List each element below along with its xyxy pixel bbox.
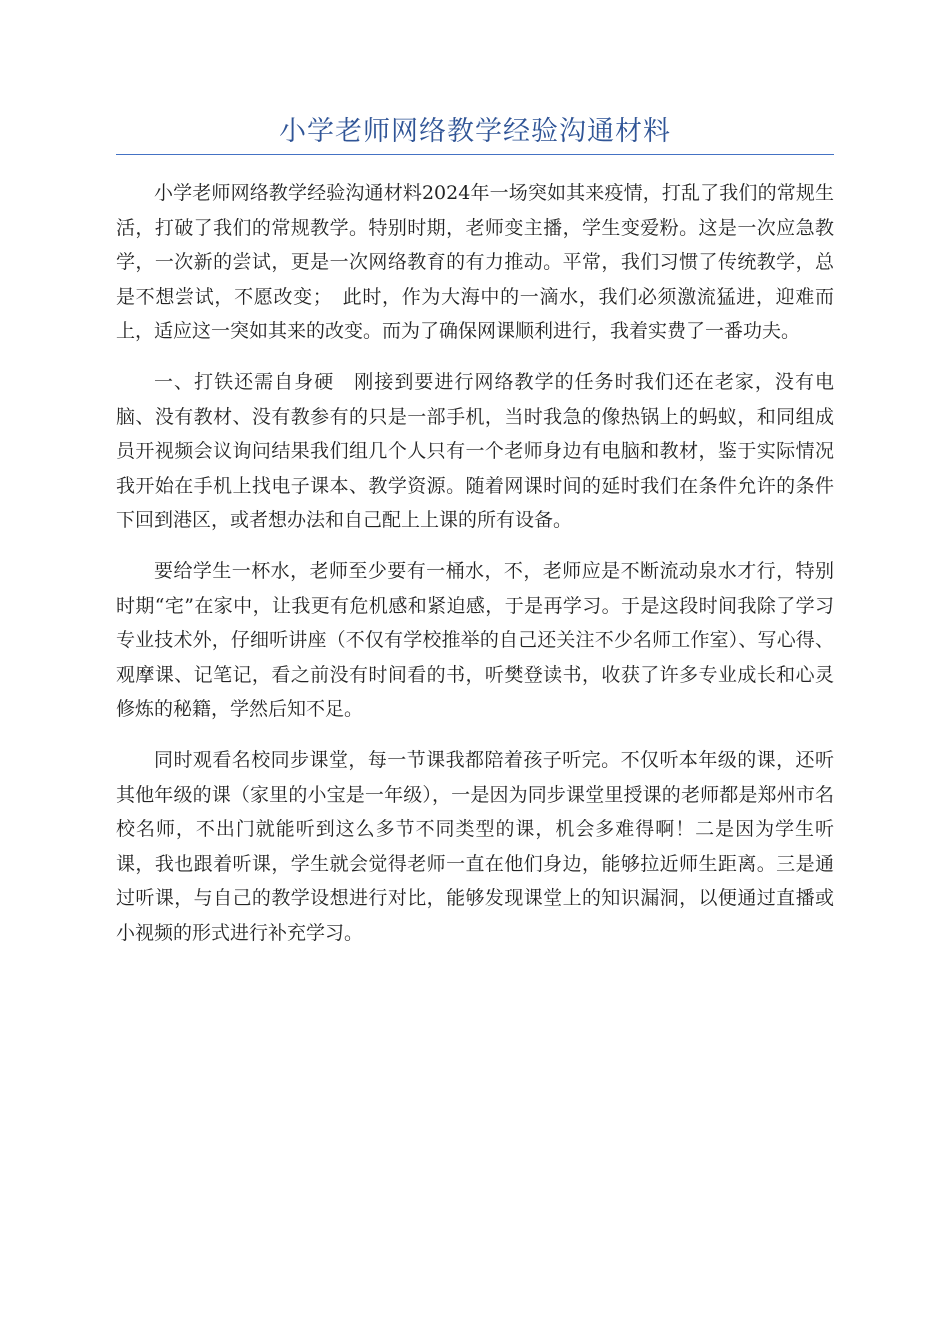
document-title: 小学老师网络教学经验沟通材料 xyxy=(279,116,671,147)
paragraph-section-one: 一、打铁还需自身硬 刚接到要进行网络教学的任务时我们还在老家，没有电脑、没有教材、没有教参有的只是一部手机，当时我急的像热锅上的蚂蚁，和同组成员开视频会议询问结果我们组几个人只有一个老师身边有电脑和教材，鉴于实际情况我开始在手机上找电子课本、教学资源。随着网课时间的延时我们在条件允许的条件下回到港区，或者想办法和自己配上上课的所有设备。 xyxy=(116,370,834,532)
paragraph-synchronous-class: 同时观看名校同步课堂，每一节课我都陪着孩子听完。不仅听本年级的课，还听其他年级的课（家里的小宝是一年级），一是因为同步课堂里授课的老师都是郑州市名校名师，不出门就能听到这么多节不同类型的课，机会多难得啊！二是因为学生听课，我也跟着听课，学生就会觉得老师一直在他们身边，能够拉近师生距离。三是通过听课，与自己的教学设想进行对比，能够发现课堂上的知识漏洞，以便通过直播或小视频的形式进行补充学习。 xyxy=(116,748,834,944)
paragraph-intro: 小学老师网络教学经验沟通材料2024年一场突如其来疫情，打乱了我们的常规生活，打破了我们的常规教学。特别时期，老师变主播，学生变爱粉。这是一次应急教学，一次新的尝试，更是一次网络教育的有力推动。平常，我们习惯了传统教学，总是不想尝试，不愿改变； 此时，作为大海中的一滴水，我们必须激流猛进，迎难而上，适应这一突如其来的改变。而为了确保网课顺利进行，我着实费了一番功夫。 xyxy=(116,182,834,343)
title-underline xyxy=(116,154,834,155)
paragraph-self-study: 要给学生一杯水，老师至少要有一桶水，不，老师应是不断流动泉水才行，特别时期“宅”在家中，让我更有危机感和紧迫感，于是再学习。于是这段时间我除了学习专业技术外，仔细听讲座（不仅有学校推举的自己还关注不少名师工作室）、写心得、观摩课、记笔记，看之前没有时间看的书，听樊登读书，收获了许多专业成长和心灵修炼的秘籍，学然后知不足。 xyxy=(116,559,834,721)
document-body xyxy=(116,176,834,966)
